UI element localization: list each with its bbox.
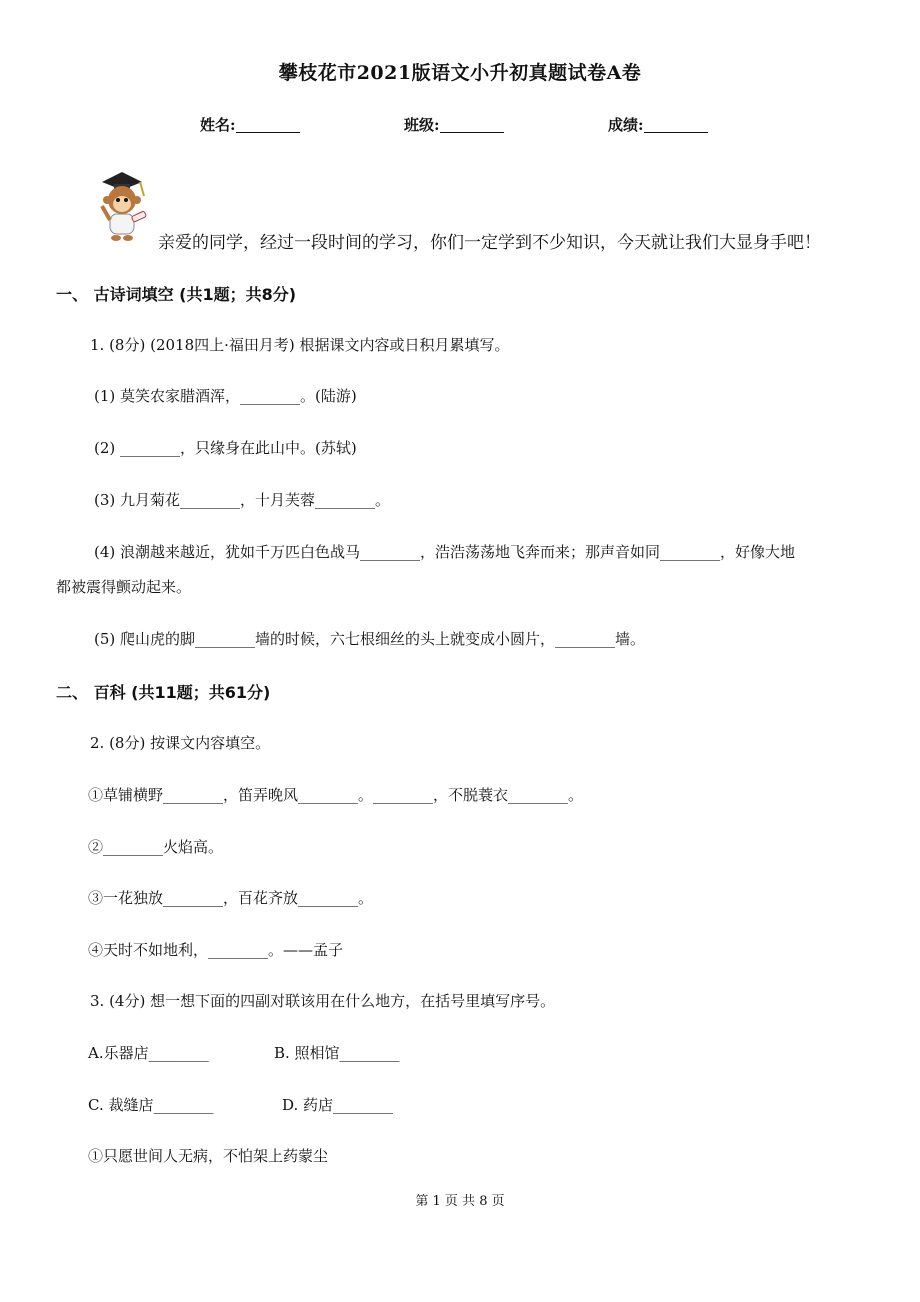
greeting-text: 亲爱的同学，经过一段时间的学习，你们一定学到不少知识，今天就让我们大显身手吧！ — [158, 233, 821, 253]
question-3-option-d[interactable]: D. 药店________ — [282, 1096, 394, 1114]
question-3-option-b[interactable]: B. 照相馆________ — [274, 1044, 400, 1062]
class-label: 班级: — [404, 116, 440, 134]
question-1-item-4-cont: 都被震得颤动起来。 — [56, 578, 192, 596]
question-1-item-4[interactable]: (4) 浪潮越来越近，犹如千万匹白色战马________，浩浩荡荡地飞奔而来；那声音如同________，好像大地 — [94, 543, 796, 561]
question-2-item-1[interactable]: ①草铺横野________，笛弄晚风________。________，不脱蓑衣________。 — [88, 786, 584, 804]
question-3-option-c[interactable]: C. 裁缝店________ — [88, 1096, 214, 1114]
score-blank[interactable] — [644, 116, 708, 133]
score-label: 成绩: — [608, 116, 644, 134]
question-1-item-2[interactable]: (2) ________，只缘身在此山中。(苏轼) — [94, 439, 357, 457]
graduate-monkey-icon — [88, 166, 152, 250]
question-2-item-3[interactable]: ③一花独放________，百花齐放________。 — [88, 889, 374, 907]
question-1-item-5[interactable]: (5) 爬山虎的脚________墙的时候，六七根细丝的头上就变成小圆片，________墙。 — [94, 630, 646, 648]
section-heading-1: 一、 古诗词填空 (共1题；共8分) — [56, 285, 297, 304]
question-3-option-a[interactable]: A.乐器店________ — [88, 1044, 209, 1062]
class-field[interactable] — [404, 114, 504, 135]
name-blank[interactable] — [236, 116, 300, 133]
name-field[interactable] — [200, 114, 300, 135]
page-footer: 第 1 页 共 8 页 — [415, 1194, 505, 1209]
question-3-couplet-1: ①只愿世间人无病，不怕架上药蒙尘 — [88, 1147, 329, 1165]
question-1-item-1[interactable]: (1) 莫笑农家腊酒浑，________。(陆游) — [94, 387, 357, 405]
question-2-stem: 2. (8分) 按课文内容填空。 — [90, 734, 271, 752]
question-2-item-4[interactable]: ④天时不如地利，________。——孟子 — [88, 941, 344, 959]
name-label: 姓名: — [200, 116, 236, 134]
question-1-item-3[interactable]: (3) 九月菊花________，十月芙蓉________。 — [94, 491, 391, 509]
question-3-stem: 3. (4分) 想一想下面的四副对联该用在什么地方，在括号里填写序号。 — [90, 992, 556, 1010]
question-2-item-2[interactable]: ②________火焰高。 — [88, 838, 224, 856]
score-field[interactable] — [608, 114, 708, 135]
section-heading-2: 二、 百科 (共11题；共61分) — [56, 683, 271, 702]
class-blank[interactable] — [440, 116, 504, 133]
page-title: 攀枝花市2021版语文小升初真题试卷A卷 — [278, 62, 642, 84]
question-1-stem: 1. (8分) (2018四上·福田月考) 根据课文内容或日积月累填写。 — [90, 336, 510, 354]
